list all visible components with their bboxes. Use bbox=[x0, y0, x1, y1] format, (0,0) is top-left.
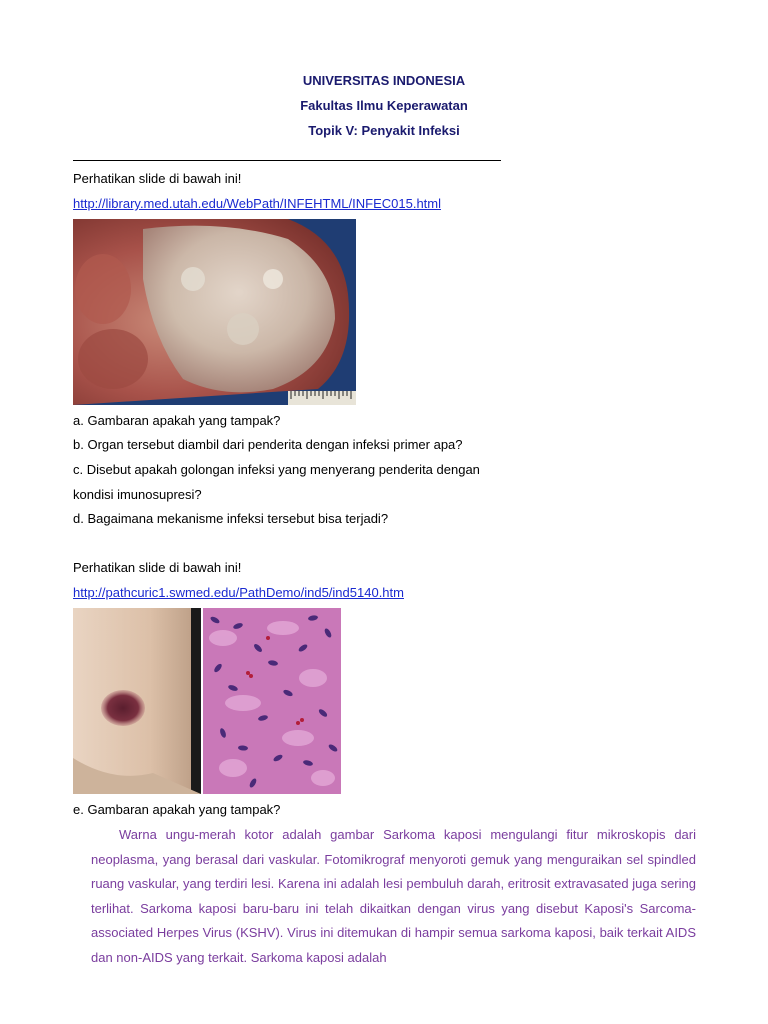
question-c: c. Disebut apakah golongan infeksi yang menyerang penderita dengan bbox=[73, 462, 480, 477]
question-c-continued: kondisi imunosupresi? bbox=[73, 487, 202, 502]
section2-intro: Perhatikan slide di bawah ini! bbox=[73, 560, 242, 575]
question-a: a. Gambaran apakah yang tampak? bbox=[73, 413, 281, 428]
specimen-photo bbox=[73, 219, 356, 405]
section1-link[interactable]: http://library.med.utah.edu/WebPath/INFEHTML/INFEC015.html bbox=[73, 196, 441, 211]
horizontal-divider bbox=[73, 160, 501, 161]
skin-lesion-photo bbox=[73, 608, 201, 794]
faculty-title: Fakultas Ilmu Keperawatan bbox=[300, 98, 468, 113]
question-e: e. Gambaran apakah yang tampak? bbox=[73, 802, 281, 817]
section2-link[interactable]: http://pathcuric1.swmed.edu/PathDemo/ind5/ind5140.htm bbox=[73, 585, 404, 600]
histology-photo bbox=[203, 608, 341, 794]
question-b: b. Organ tersebut diambil dari penderita dengan infeksi primer apa? bbox=[73, 437, 463, 452]
answer-paragraph: Warna ungu-merah kotor adalah gambar Sarkoma kaposi mengulangi fitur mikroskopis dari neoplasma, yang berasal dari vaskular. Fotomikrograf menyoroti gemuk yang menguraikan sel spindled ruang vaskular, yang terdiri lesi. Karena ini adalah lesi pembuluh darah, eritrosit extravasated juga sering terlihat. Sarkoma kaposi baru-baru ini telah dikaitkan dengan virus yang disebut Kaposi's Sarcoma-associated Herpes Virus (KSHV). Virus ini ditemukan di hampir semua sarkoma kaposi, baik terkait AIDS dan non-AIDS yang terkait. Sarkoma kaposi adalah bbox=[91, 827, 696, 965]
question-d: d. Bagaimana mekanisme infeksi tersebut bisa terjadi? bbox=[73, 511, 389, 526]
section1-intro: Perhatikan slide di bawah ini! bbox=[73, 171, 242, 186]
topic-title: Topik V: Penyakit Infeksi bbox=[308, 123, 460, 138]
university-title: UNIVERSITAS INDONESIA bbox=[302, 73, 466, 88]
